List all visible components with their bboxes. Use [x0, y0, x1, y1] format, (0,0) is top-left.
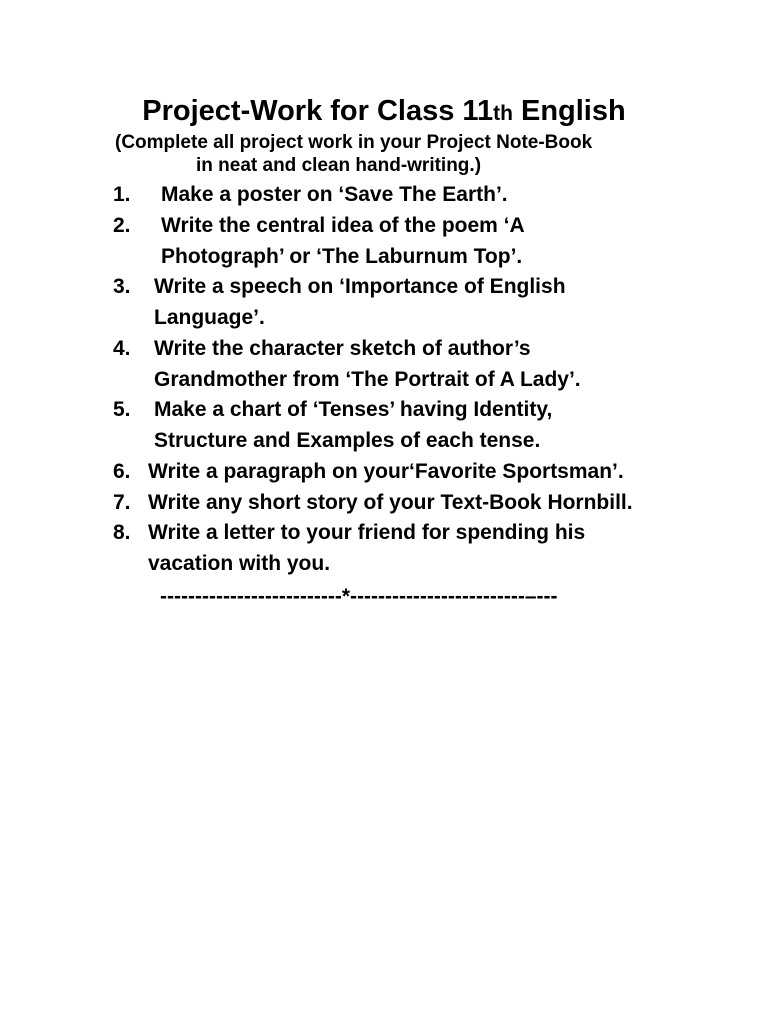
item-2-line-2: Photograph’ or ‘The Laburnum Top’.	[161, 245, 523, 268]
title-main: Project-Work for Class 11	[142, 95, 494, 127]
item-7-number: 7.	[113, 491, 131, 514]
item-5-line-1: Make a chart of ‘Tenses’ having Identity,	[154, 398, 553, 421]
page-title	[0, 94, 768, 131]
item-5-number: 5.	[113, 398, 131, 421]
title-superscript: th	[493, 102, 513, 125]
item-3-number: 3.	[113, 275, 131, 298]
item-6-line-1: Write a paragraph on your‘Favorite Sportsman’.	[148, 460, 624, 483]
item-8-number: 8.	[113, 521, 131, 544]
item-2-line-1: Write the central idea of the poem ‘A	[161, 214, 525, 237]
item-8-line-2: vacation with you.	[148, 552, 331, 575]
item-2-number: 2.	[113, 214, 131, 237]
item-5-line-2: Structure and Examples of each tense.	[154, 429, 541, 452]
item-3-line-1: Write a speech on ‘Importance of English	[154, 275, 566, 298]
section-divider: --------------------------*-------------------------–---	[160, 585, 558, 608]
item-3-line-2: Language’.	[154, 306, 265, 329]
item-4-line-2: Grandmother from ‘The Portrait of A Lady’.	[154, 368, 581, 391]
subtitle-line-2: in neat and clean hand-writing.)	[196, 155, 482, 176]
item-7-line-1: Write any short story of your Text-Book Hornbill.	[148, 491, 633, 514]
item-1-line-1: Make a poster on ‘Save The Earth’.	[161, 183, 508, 206]
item-4-line-1: Write the character sketch of author’s	[154, 337, 531, 360]
title-tail: English	[512, 95, 626, 127]
item-1-number: 1.	[113, 183, 131, 206]
item-8-line-1: Write a letter to your friend for spending his	[148, 521, 586, 544]
item-4-number: 4.	[113, 337, 131, 360]
subtitle-line-1: (Complete all project work in your Project Note-Book	[115, 132, 593, 153]
item-6-number: 6.	[113, 460, 131, 483]
